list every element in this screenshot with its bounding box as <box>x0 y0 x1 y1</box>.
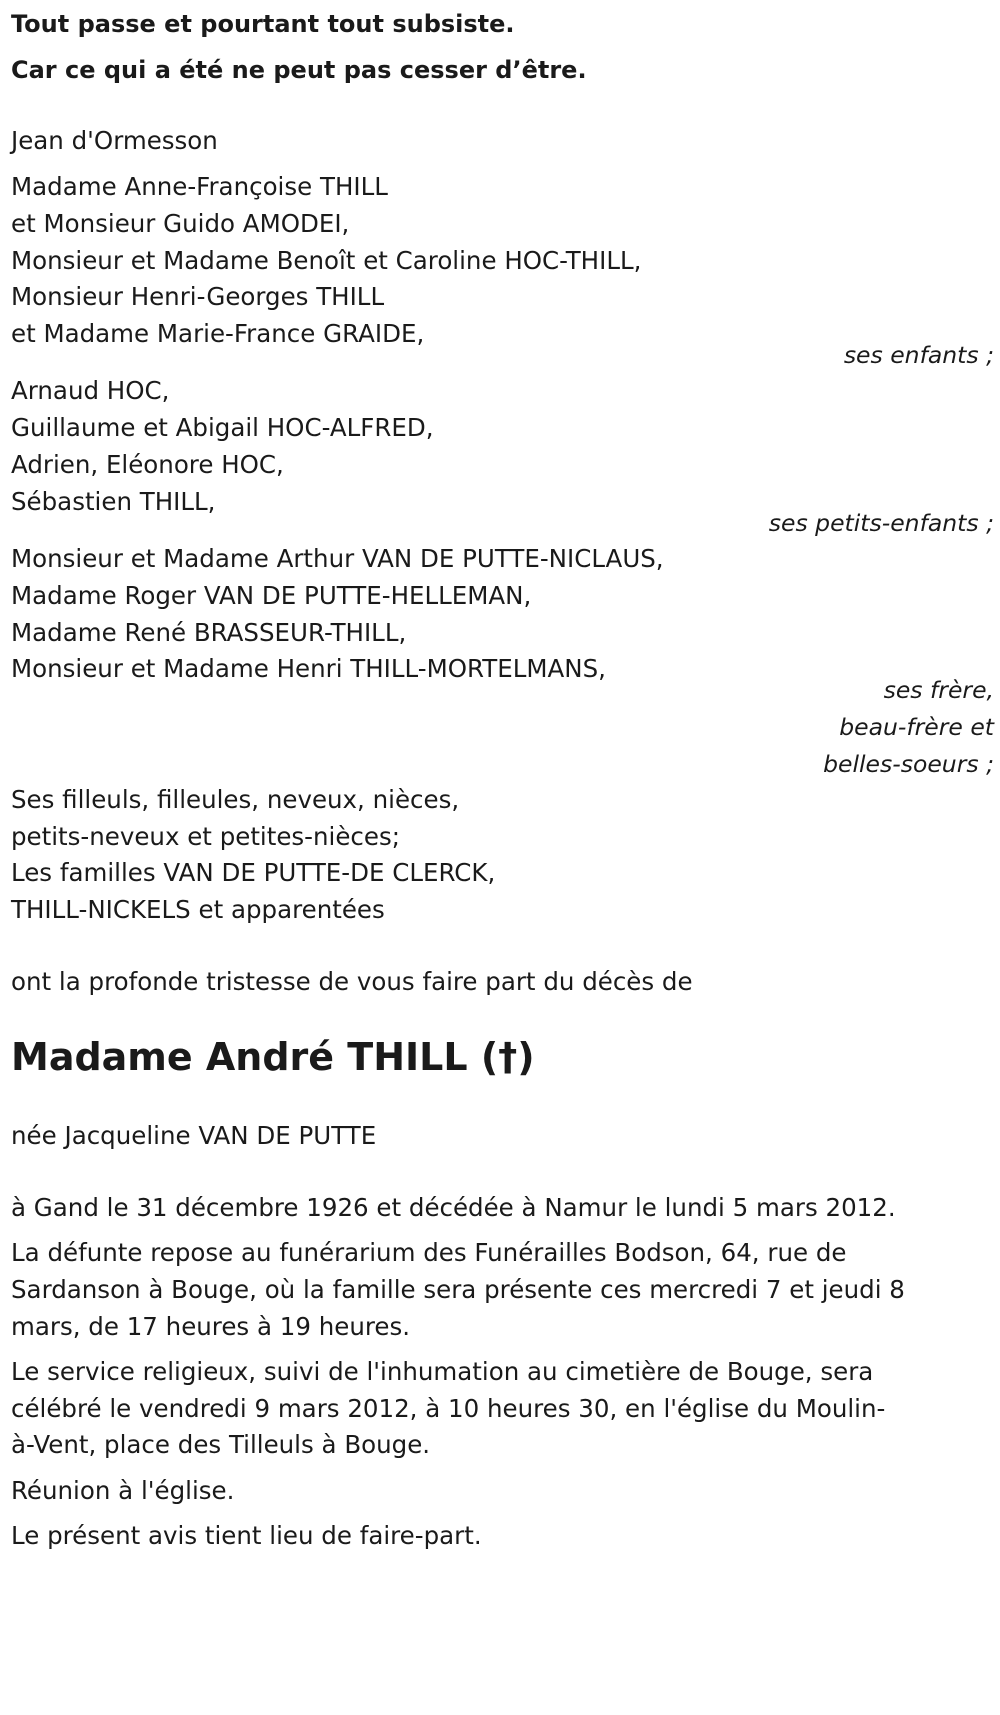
siblings-line: Madame René BRASSEUR-THILL, <box>11 618 407 647</box>
siblings-line: Monsieur et Madame Henri THILL-MORTELMANS, <box>11 654 606 683</box>
others-line: petits-neveux et petites-nièces; <box>11 822 400 851</box>
grandchildren-line: Sébastien THILL, <box>11 487 216 516</box>
announcement-text: ont la profonde tristesse de vous faire part du décès de <box>11 967 693 996</box>
wake-line: Sardanson à Bouge, où la famille sera présente ces mercredi 7 et jeudi 8 <box>11 1275 905 1304</box>
wake-line: mars, de 17 heures à 19 heures. <box>11 1312 411 1341</box>
grandchildren-line: Guillaume et Abigail HOC-ALFRED, <box>11 413 434 442</box>
siblings-role-line-3: belles-soeurs ; <box>823 750 994 778</box>
service-line: à-Vent, place des Tilleuls à Bouge. <box>11 1430 431 1459</box>
siblings-role-line-2: beau-frère et <box>839 713 994 741</box>
maiden-name: née Jacqueline VAN DE PUTTE <box>11 1121 377 1150</box>
meeting-note: Réunion à l'église. <box>11 1476 235 1505</box>
deceased-name: Madame André THILL (†) <box>11 1035 535 1079</box>
service-line: célébré le vendredi 9 mars 2012, à 10 heures 30, en l'église du Moulin- <box>11 1394 886 1423</box>
children-line: et Monsieur Guido AMODEI, <box>11 209 350 238</box>
children-line: Monsieur Henri-Georges THILL <box>11 282 385 311</box>
notice-note: Le présent avis tient lieu de faire-part. <box>11 1521 482 1550</box>
siblings-role-line-1: ses frère, <box>883 676 994 704</box>
service-line: Le service religieux, suivi de l'inhumation au cimetière de Bouge, sera <box>11 1357 874 1386</box>
grandchildren-role: ses petits-enfants ; <box>768 509 994 537</box>
children-line: Madame Anne-Françoise THILL <box>11 172 388 201</box>
quote-line-2: Car ce qui a été ne peut pas cesser d’être. <box>11 56 587 84</box>
children-line: et Madame Marie-France GRAIDE, <box>11 319 425 348</box>
wake-line: La défunte repose au funérarium des Funérailles Bodson, 64, rue de <box>11 1238 847 1267</box>
quote-line-1: Tout passe et pourtant tout subsiste. <box>11 10 515 38</box>
others-line: Les familles VAN DE PUTTE-DE CLERCK, <box>11 858 496 887</box>
grandchildren-line: Arnaud HOC, <box>11 376 170 405</box>
children-line: Monsieur et Madame Benoît et Caroline HOC-THILL, <box>11 246 642 275</box>
birth-death-dates: à Gand le 31 décembre 1926 et décédée à Namur le lundi 5 mars 2012. <box>11 1193 896 1222</box>
children-role: ses enfants ; <box>843 341 994 369</box>
others-line: Ses filleuls, filleules, neveux, nièces, <box>11 785 460 814</box>
quote-author: Jean d'Ormesson <box>11 126 218 155</box>
others-line: THILL-NICKELS et apparentées <box>11 895 385 924</box>
siblings-line: Madame Roger VAN DE PUTTE-HELLEMAN, <box>11 581 532 610</box>
siblings-line: Monsieur et Madame Arthur VAN DE PUTTE-NICLAUS, <box>11 544 664 573</box>
grandchildren-line: Adrien, Eléonore HOC, <box>11 450 284 479</box>
